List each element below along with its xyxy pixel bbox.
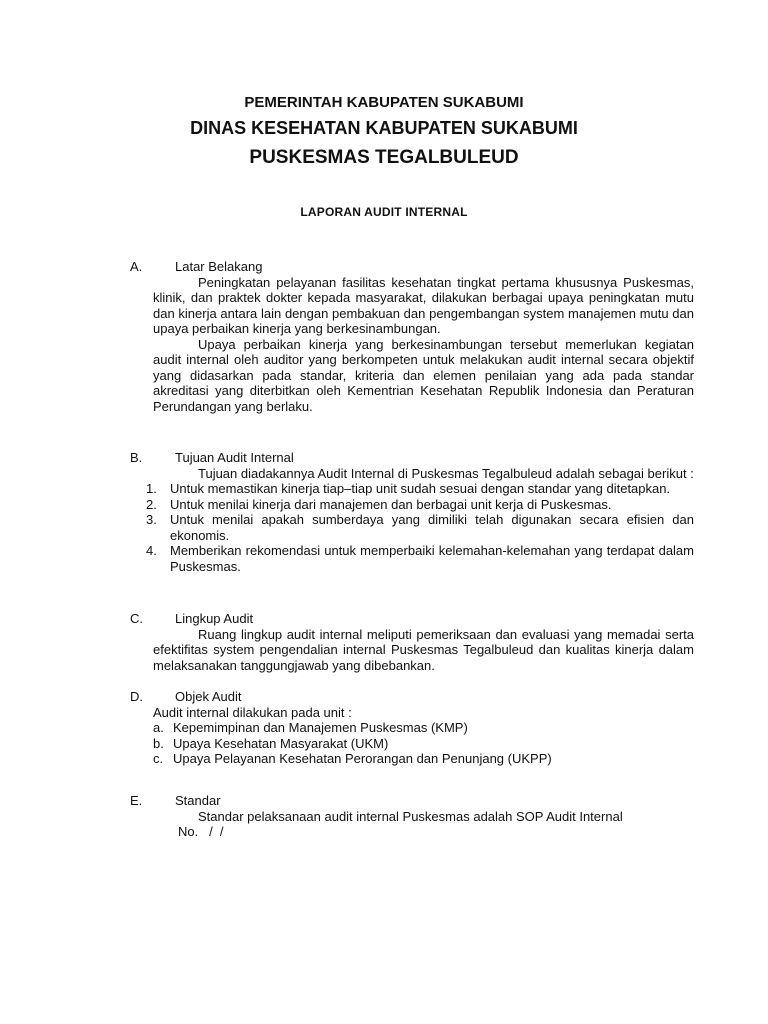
- section-heading: [130, 259, 694, 275]
- sop-number: No. / /: [178, 824, 224, 839]
- list-item: [130, 481, 694, 497]
- section-letter: B.: [130, 450, 143, 465]
- list-item-text: Kepemimpinan dan Manajemen Puskesmas (KMP): [173, 720, 468, 735]
- audit-units-list: [130, 720, 694, 767]
- paragraph: Ruang lingkup audit internal meliputi pemeriksaan dan evaluasi yang memadai serta efektifitas system pengendalian internal Puskesmas Tegalbuleud dan kualitas kinerja dalam melaksanakan tanggungjawab yang dibebankan.: [153, 626, 694, 673]
- objectives-list: [130, 481, 694, 574]
- section-letter: D.: [130, 689, 143, 704]
- paragraph: Upaya perbaikan kinerja yang berkesinambungan tersebut memerlukan kegiatan audit internal oleh auditor yang berkompeten untuk melakukan audit internal secara objektif yang didasarkan pada standar, kriteria dan elemen penilaian yang ada pada standar akreditasi yang diterbitkan oleh Kementrian Kesehatan Republik Indonesia dan Peraturan Perundangan yang berlaku.: [153, 336, 694, 414]
- paragraph: Audit internal dilakukan pada unit :: [153, 704, 352, 720]
- list-marker: 1.: [146, 481, 157, 496]
- list-marker: c.: [153, 751, 164, 766]
- list-marker: b.: [153, 735, 164, 751]
- list-item-text: Untuk menilai apakah sumberdaya yang dimiliki telah digunakan secara efisien dan ekonomis.: [170, 512, 694, 543]
- list-item: [130, 720, 694, 736]
- section-heading: [130, 450, 694, 466]
- section-letter: C.: [130, 611, 143, 626]
- list-item-text: Memberikan rekomendasi untuk memperbaiki kelemahan-kelemahan yang terdapat dalam Puskesmas.: [170, 543, 694, 574]
- section-lingkup-audit: [130, 611, 694, 673]
- section-latar-belakang: [130, 259, 694, 414]
- section-title: Objek Audit: [175, 689, 242, 704]
- section-heading: [130, 793, 694, 809]
- section-heading: [130, 689, 694, 705]
- section-letter: E.: [130, 793, 143, 808]
- section-letter: A.: [130, 259, 143, 274]
- section-title: Latar Belakang: [175, 259, 263, 274]
- list-item-text: Upaya Pelayanan Kesehatan Perorangan dan Penunjang (UKPP): [173, 751, 552, 766]
- paragraph: Peningkatan pelayanan fasilitas kesehatan tingkat pertama khususnya Puskesmas, klinik, dan praktek dokter kepada masyarakat, dilakukan berbagai upaya peningkatan mutu dan kinerja antara lain dengan pembakuan dan pengembangan system manajemen mutu dan upaya perbaikan kinerja yang berkesinambungan.: [153, 274, 694, 336]
- list-marker: 3.: [146, 512, 157, 527]
- list-item-text: Untuk menilai kinerja dari manajemen dan berbagai unit kerja di Puskesmas.: [170, 496, 612, 512]
- header-government: PEMERINTAH KABUPATEN SUKABUMI: [244, 94, 524, 111]
- paragraph: Standar pelaksanaan audit internal Puskesmas adalah SOP Audit Internal: [198, 808, 623, 824]
- section-standar: [130, 793, 694, 840]
- list-item: [130, 497, 694, 513]
- header-department: DINAS KESEHATAN KABUPATEN SUKABUMI: [190, 118, 578, 138]
- paragraph: Tujuan diadakannya Audit Internal di Puskesmas Tegalbuleud adalah sebagai berikut :: [198, 465, 694, 481]
- list-item: [130, 751, 694, 767]
- list-item: [130, 736, 694, 752]
- header-puskesmas: PUSKESMAS TEGALBULEUD: [249, 147, 519, 168]
- section-objek-audit: [130, 689, 694, 767]
- list-item: [130, 512, 694, 543]
- section-heading: [130, 611, 694, 627]
- list-marker: 2.: [146, 496, 157, 512]
- document-title: LAPORAN AUDIT INTERNAL: [300, 205, 468, 219]
- list-item: [130, 543, 694, 574]
- section-title: Standar: [175, 793, 221, 808]
- list-marker: 4.: [146, 543, 157, 558]
- list-item-text: Untuk memastikan kinerja tiap–tiap unit sudah sesuai dengan standar yang ditetapkan.: [170, 481, 671, 496]
- section-title: Tujuan Audit Internal: [175, 450, 294, 465]
- section-title: Lingkup Audit: [175, 611, 254, 626]
- list-marker: a.: [153, 720, 164, 735]
- section-tujuan-audit: [130, 450, 694, 574]
- list-item-text: Upaya Kesehatan Masyarakat (UKM): [173, 735, 389, 751]
